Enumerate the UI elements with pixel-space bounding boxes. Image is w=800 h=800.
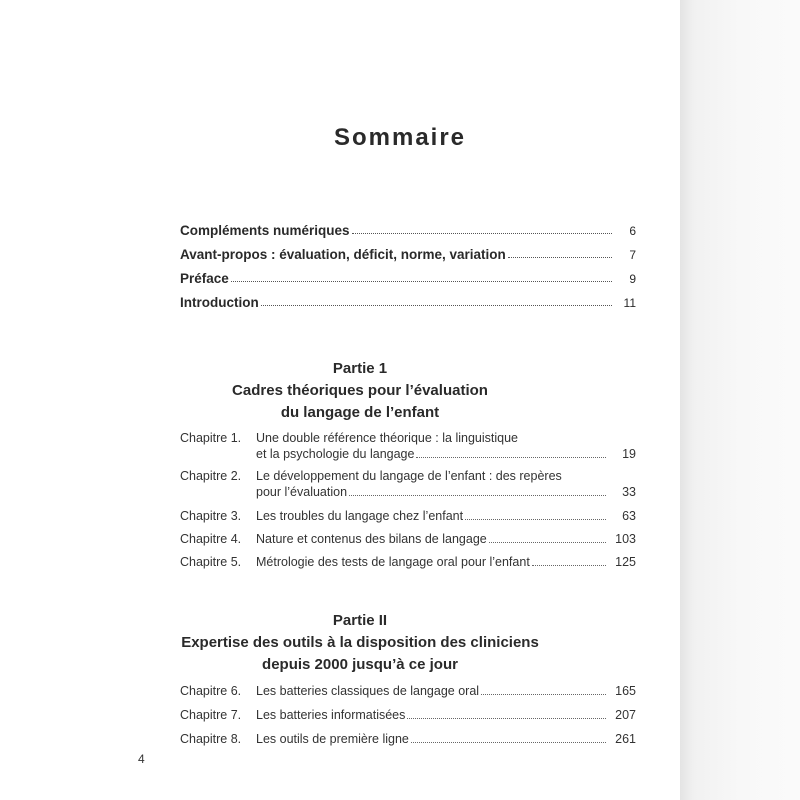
part-title-line: Expertise des outils à la disposition des cliniciens	[181, 634, 539, 651]
toc-chapter-3[interactable]	[180, 508, 636, 524]
toc-entry-label: Préface	[180, 271, 229, 286]
chapter-title-line: et la psychologie du langage	[256, 447, 415, 461]
toc-entry-page: 6	[629, 224, 636, 238]
chapter-page: 63	[622, 509, 636, 523]
toc-entry-label: Compléments numériques	[180, 223, 350, 238]
chapter-number: Chapitre 6.	[180, 684, 242, 698]
chapter-title-line: Une double référence théorique : la linguistique	[256, 431, 518, 445]
chapter-title-line: pour l’évaluation	[256, 485, 348, 499]
part-2-heading	[0, 610, 720, 676]
chapter-page: 19	[622, 447, 636, 461]
part-title-line: depuis 2000 jusqu’à ce jour	[262, 656, 458, 673]
chapter-page: 261	[615, 732, 636, 746]
toc-entry-label: Introduction	[180, 295, 259, 310]
chapter-title-line: Les batteries informatisées	[256, 708, 406, 722]
toc-entry-page: 11	[623, 296, 636, 310]
chapter-number: Chapitre 1.	[180, 431, 242, 445]
toc-entry-label: Avant-propos : évaluation, déficit, norme, variation	[180, 247, 506, 262]
toc-entry-introduction[interactable]	[180, 290, 636, 310]
page-title: Sommaire	[333, 124, 467, 151]
toc-chapter-8[interactable]	[180, 731, 636, 747]
part-1-heading	[0, 358, 720, 424]
toc-entry-avant-propos[interactable]	[180, 242, 636, 262]
toc-entry-complements[interactable]	[180, 218, 636, 238]
part-label: Partie II	[332, 612, 388, 629]
leader-dots	[416, 456, 606, 458]
leader-dots	[508, 256, 612, 258]
leader-dots	[352, 232, 612, 234]
chapter-title-line: Le développement du langage de l’enfant : des repères	[256, 469, 562, 483]
leader-dots	[481, 693, 606, 695]
toc-chapter-6[interactable]	[180, 683, 636, 699]
leader-dots	[261, 304, 612, 306]
chapter-number: Chapitre 7.	[180, 708, 242, 722]
chapter-title-line: Nature et contenus des bilans de langage	[256, 532, 487, 546]
chapter-page: 33	[622, 485, 636, 499]
chapter-page: 207	[615, 708, 636, 722]
chapter-number: Chapitre 5.	[180, 555, 242, 569]
leader-dots	[411, 741, 606, 743]
chapter-number: Chapitre 3.	[180, 509, 242, 523]
chapter-number: Chapitre 8.	[180, 732, 242, 746]
part-label: Partie 1	[332, 360, 388, 377]
chapter-title-line: Les batteries classiques de langage oral	[256, 684, 480, 698]
chapter-title-line: Les outils de première ligne	[256, 732, 409, 746]
chapter-page: 165	[615, 684, 636, 698]
toc-chapter-7[interactable]	[180, 707, 636, 723]
chapter-page: 125	[615, 555, 636, 569]
chapter-title-line: Les troubles du langage chez l’enfant	[256, 509, 464, 523]
leader-dots	[349, 494, 606, 496]
chapter-number: Chapitre 4.	[180, 532, 242, 546]
chapter-number: Chapitre 2.	[180, 469, 242, 483]
toc-chapter-4[interactable]	[180, 531, 636, 547]
leader-dots	[465, 518, 606, 520]
page-number: 4	[138, 752, 145, 766]
leader-dots	[532, 564, 606, 566]
toc-chapter-1[interactable]	[180, 430, 636, 462]
leader-dots	[231, 280, 612, 282]
chapter-page: 103	[615, 532, 636, 546]
leader-dots	[407, 717, 606, 719]
part-title-line: Cadres théoriques pour l’évaluation	[232, 382, 488, 399]
toc-entry-page: 9	[629, 272, 636, 286]
toc-chapter-5[interactable]	[180, 554, 636, 570]
part-title-line: du langage de l’enfant	[280, 404, 440, 421]
chapter-title-line: Métrologie des tests de langage oral pour l’enfant	[256, 555, 530, 569]
toc-entry-page: 7	[629, 248, 636, 262]
toc-entry-preface[interactable]	[180, 266, 636, 286]
leader-dots	[489, 541, 606, 543]
toc-chapter-2[interactable]	[180, 468, 636, 500]
